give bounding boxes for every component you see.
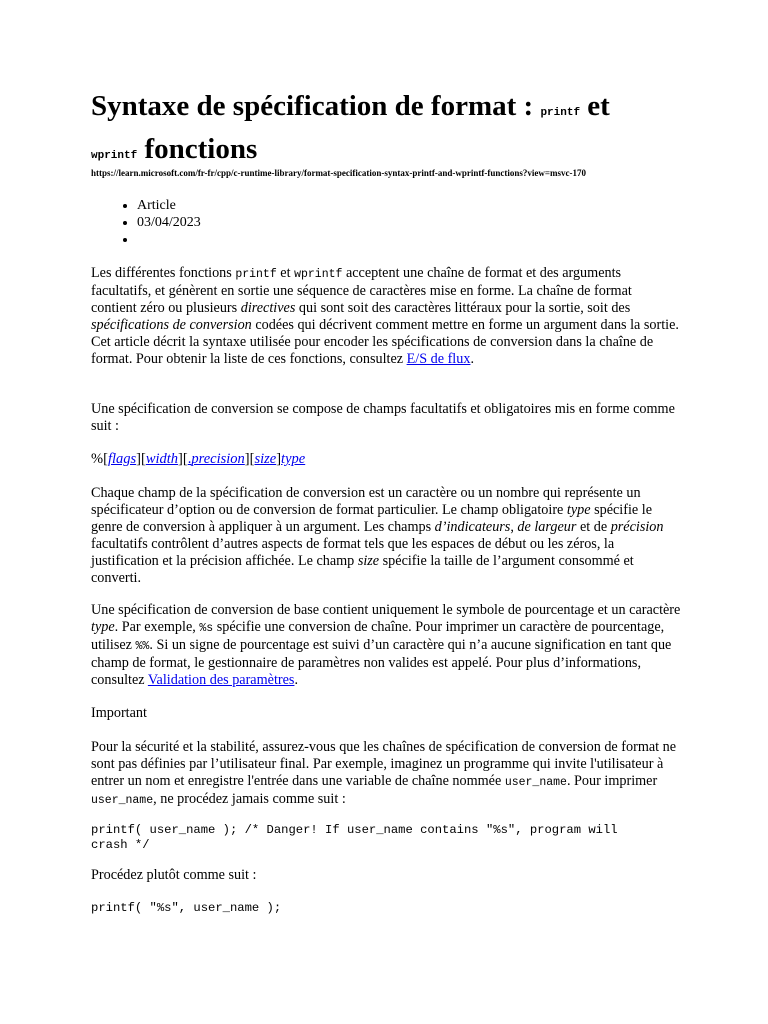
- inline-code: wprintf: [294, 268, 343, 281]
- fields-paragraph: [91, 485, 681, 587]
- title-code-wprintf: wprintf: [91, 150, 138, 162]
- text: spécifie une conversion de chaîne. Pour imprimer un caractère de pourcentage, utilisez: [91, 619, 665, 653]
- metadata-empty: [137, 231, 201, 248]
- text: Les différentes fonctions: [91, 265, 236, 281]
- metadata-date: • 03/04/2023: [137, 214, 201, 231]
- link-precision[interactable]: [188, 451, 245, 467]
- text: facultatifs contrôlent d’autres aspects de format tels que les espaces de début ou les zéros, la justification et la précision affichée. Le champ: [91, 536, 615, 569]
- text: et de: [576, 519, 611, 535]
- link-stream-io[interactable]: E/S de flux: [406, 351, 471, 367]
- link-parameter-validation[interactable]: Validation des paramètres: [147, 672, 295, 688]
- emphasis: size: [254, 451, 277, 467]
- emphasis: flags: [107, 451, 137, 467]
- text: . Pour imprimer: [566, 773, 658, 789]
- text: et: [276, 265, 295, 281]
- important-label: Important: [91, 705, 147, 721]
- metadata-list: [91, 197, 201, 248]
- emphasis: precision: [191, 451, 245, 467]
- link-width[interactable]: [146, 451, 178, 467]
- text: ][: [178, 451, 188, 467]
- emphasis: type: [566, 502, 591, 518]
- inline-code: %s: [199, 622, 214, 635]
- text: .: [187, 451, 192, 467]
- basic-spec-paragraph: [91, 602, 681, 689]
- text: codées qui décrivent comment mettre en forme un argument dans la sortie. Cet article décrit la syntaxe utilisée pour encoder les spécifications de conversion dans la chaîne de format. Pour obtenir la liste de ces fonctions, consultez: [91, 317, 679, 367]
- emphasis: d’indicateurs: [434, 519, 511, 535]
- text: ][: [244, 451, 255, 467]
- emphasis: width: [145, 451, 179, 467]
- text: spécifie la taille de l’argument consommé et converti.: [91, 553, 634, 586]
- title-code-printf: printf: [540, 107, 581, 119]
- emphasis: spécifications de conversion: [91, 317, 252, 333]
- text: ,: [510, 519, 518, 535]
- source-url: https://learn.microsoft.com/fr-fr/cpp/c-runtime-library/format-specification-syntax-printf-and-wprintf-functions?view=msvc-170: [91, 168, 587, 178]
- emphasis: de largeur: [517, 519, 577, 535]
- title-text: Syntaxe de spécification de format :: [91, 90, 541, 122]
- emphasis: précision: [610, 519, 664, 535]
- syntax-line: [91, 451, 681, 468]
- inline-code: user_name: [91, 794, 154, 807]
- emphasis: type: [91, 619, 115, 635]
- emphasis: directives: [240, 300, 296, 316]
- page-title: [91, 88, 681, 174]
- title-text: et: [580, 90, 610, 122]
- text: ]: [276, 451, 282, 467]
- title-text: fonctions: [137, 133, 258, 165]
- text: ][: [136, 451, 146, 467]
- composition-paragraph: Une spécification de conversion se compose de champs facultatifs et obligatoires mis en forme comme suit :: [91, 401, 675, 434]
- inline-code: %%: [135, 640, 150, 653]
- text: Pour la sécurité et la stabilité, assurez-vous que les chaînes de spécification de conversion de format ne sont pas définies par l’utilisateur final. Par exemple, imaginez un programme qui invite l'utilisateur à entrer un nom et enregistre l'entrée dans une variable de chaîne nommée: [91, 739, 677, 789]
- text: .: [294, 672, 298, 688]
- code-block-good: printf( "%s", user_name );: [91, 901, 282, 915]
- emphasis: size: [357, 553, 380, 569]
- text: Une spécification de conversion de base contient uniquement le symbole de pourcentage et un caractère: [91, 602, 681, 618]
- inline-code: printf: [235, 268, 277, 281]
- text: [: [103, 451, 108, 467]
- metadata-type: • Article: [137, 197, 201, 214]
- text: spécifie le genre de conversion à appliquer à un argument. Les champs: [91, 502, 652, 535]
- instead-paragraph: Procédez plutôt comme suit :: [91, 867, 257, 883]
- text: acceptent une chaîne de format et des arguments facultatifs, et génèrent en sortie une séquence de caractères mise en forme. La chaîne de format contient zéro ou plusieurs: [91, 265, 632, 316]
- intro-paragraph: [91, 265, 681, 368]
- code-block-bad: printf( user_name ); /* Danger! If user_name contains "%s", program will crash */: [91, 823, 618, 852]
- link-flags[interactable]: [108, 451, 136, 467]
- text: . Si un signe de pourcentage est suivi d’un caractère qui n’a aucune signification en tant que champ de format, le gestionnaire de paramètres non valides est appelé. Pour plus d’informations, consultez: [91, 637, 672, 688]
- text: qui sont soit des caractères littéraux pour la sortie, soit des: [295, 300, 631, 316]
- inline-code: user_name: [504, 776, 567, 789]
- text: .: [470, 351, 474, 367]
- link-type[interactable]: [281, 451, 305, 467]
- security-paragraph: [91, 739, 681, 809]
- text: . Par exemple,: [114, 619, 200, 635]
- emphasis: type: [281, 451, 306, 467]
- text: %: [91, 451, 104, 467]
- link-size[interactable]: [254, 451, 276, 467]
- text: Chaque champ de la spécification de conversion est un caractère ou un nombre qui représente un spécificateur d’option ou de conversion de format particulier. Le champ obligatoire: [91, 485, 641, 518]
- text: , ne procédez jamais comme suit :: [153, 791, 346, 807]
